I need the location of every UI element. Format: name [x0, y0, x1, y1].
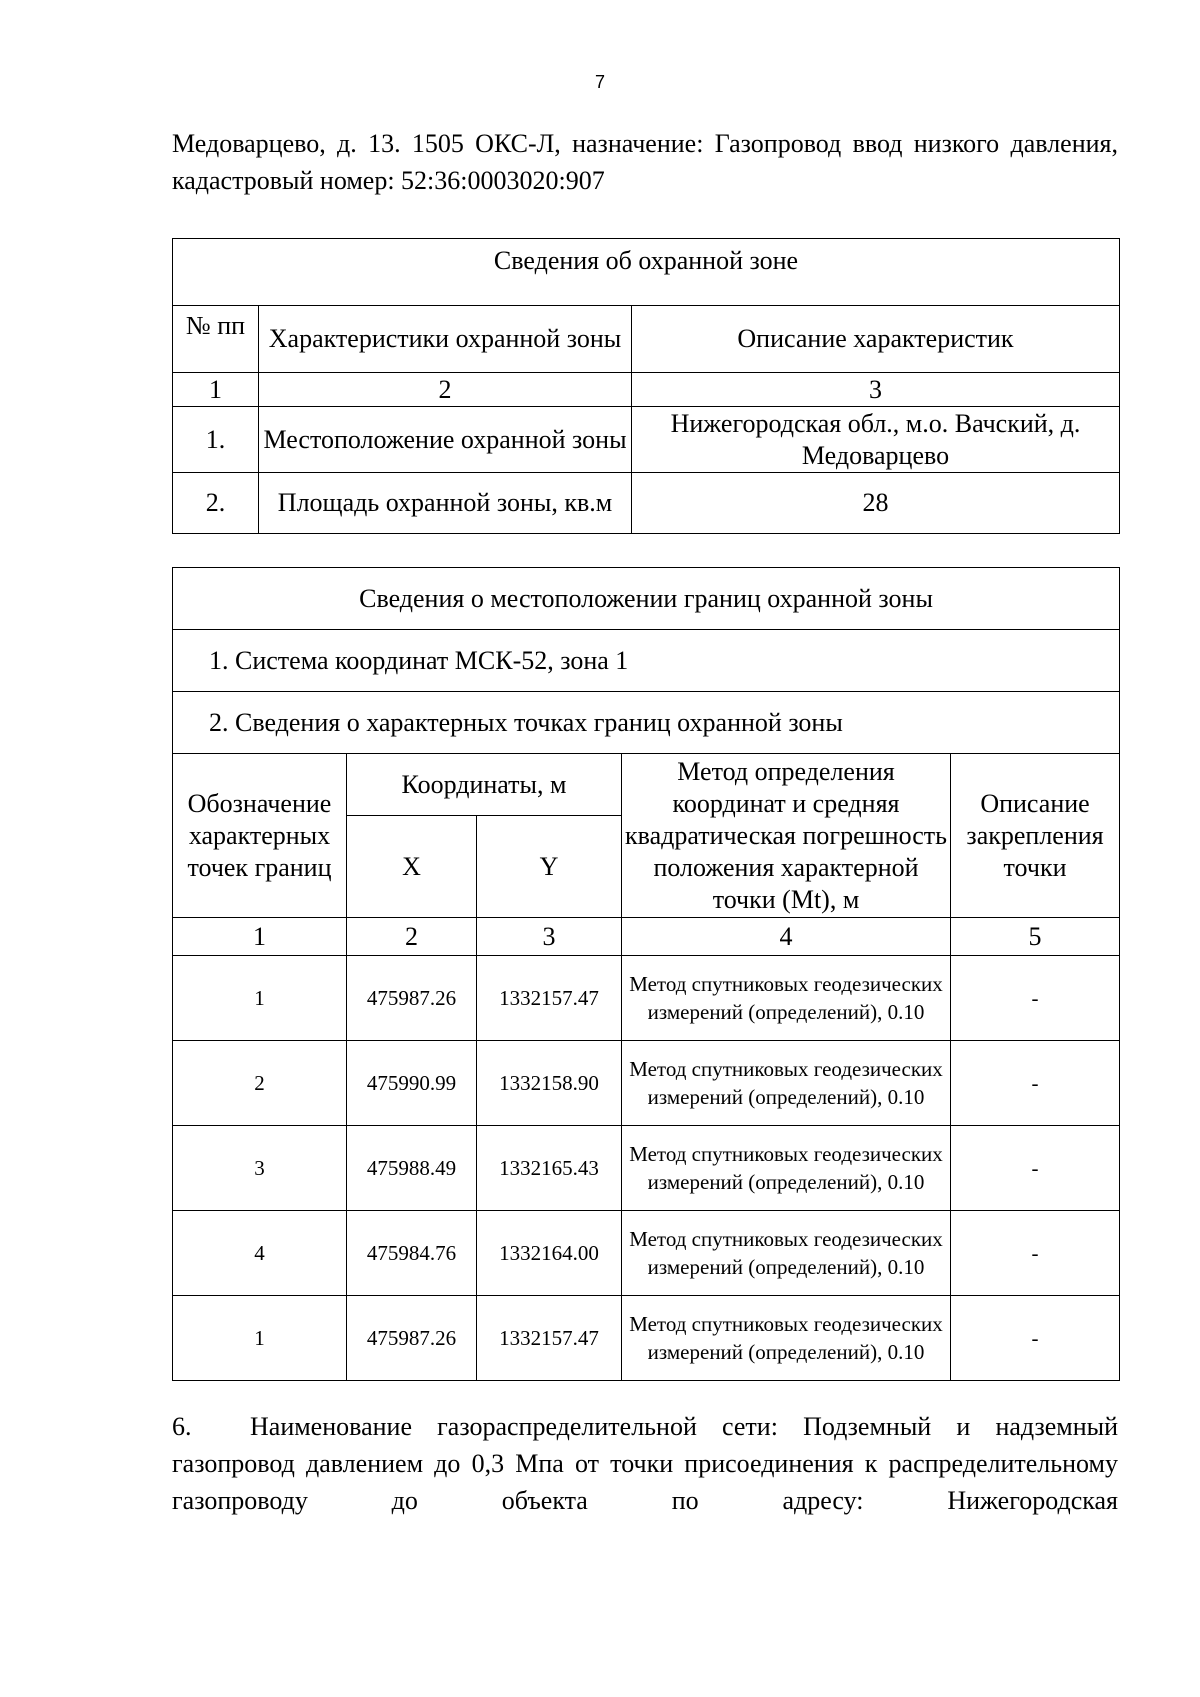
boundary-table-title: Сведения о местоположении границ охранной зоны: [173, 568, 1120, 630]
boundary-col-number: 2: [347, 918, 477, 956]
table-row: [173, 1126, 1120, 1211]
point-x: 475987.26: [347, 956, 477, 1041]
point-method: Метод спутниковых геодезических измерений (определений), 0.10: [622, 1296, 951, 1381]
point-number: 2: [173, 1041, 347, 1126]
point-x: 475987.26: [347, 1296, 477, 1381]
point-y: 1332165.43: [477, 1126, 622, 1211]
section-6-paragraph: [172, 1408, 1118, 1519]
point-number: 4: [173, 1211, 347, 1296]
point-fixing: -: [951, 1211, 1120, 1296]
table-row: [173, 1296, 1120, 1381]
point-x: 475990.99: [347, 1041, 477, 1126]
zone-row-number: 1.: [173, 407, 259, 473]
zone-header-characteristic: Характеристики охранной зоны: [259, 306, 632, 373]
point-fixing: -: [951, 1041, 1120, 1126]
table-row: [173, 1211, 1120, 1296]
boundary-col-number: 3: [477, 918, 622, 956]
zone-col-number: 2: [259, 373, 632, 407]
table-row: [173, 956, 1120, 1041]
zone-col-number: 3: [632, 373, 1120, 407]
boundary-location-table: [172, 567, 1120, 1381]
zone-row-number: 2.: [173, 473, 259, 534]
point-y: 1332157.47: [477, 956, 622, 1041]
point-y: 1332158.90: [477, 1041, 622, 1126]
zone-header-description: Описание характеристик: [632, 306, 1120, 373]
point-method: Метод спутниковых геодезических измерений (определений), 0.10: [622, 956, 951, 1041]
zone-header-number: № пп: [173, 306, 259, 373]
table-row: [173, 1041, 1120, 1126]
section-6-number: 6.: [172, 1412, 192, 1441]
zone-row-value: 28: [632, 473, 1120, 534]
zone-row-name: Площадь охранной зоны, кв.м: [259, 473, 632, 534]
boundary-col-number: 4: [622, 918, 951, 956]
header-y: Y: [477, 816, 622, 918]
protection-zone-table: [172, 238, 1120, 534]
point-number: 3: [173, 1126, 347, 1211]
boundary-col-number: 1: [173, 918, 347, 956]
header-designation: Обозначение характерных точек границ: [173, 754, 347, 918]
header-fixing: Описание закрепления точки: [951, 754, 1120, 918]
point-y: 1332157.47: [477, 1296, 622, 1381]
header-x: X: [347, 816, 477, 918]
point-method: Метод спутниковых геодезических измерений (определений), 0.10: [622, 1041, 951, 1126]
point-fixing: -: [951, 1296, 1120, 1381]
zone-row-value: Нижегородская обл., м.о. Вачский, д. Медоварцево: [632, 407, 1120, 473]
header-coordinates: Координаты, м: [347, 754, 622, 816]
points-title: 2. Сведения о характерных точках границ охранной зоны: [173, 692, 1120, 754]
point-number: 1: [173, 1296, 347, 1381]
zone-col-number: 1: [173, 373, 259, 407]
point-number: 1: [173, 956, 347, 1041]
intro-paragraph: Медоварцево, д. 13. 1505 ОКС-Л, назначение: Газопровод ввод низкого давления, кадастровый номер: 52:36:0003020:907: [172, 129, 1118, 195]
point-fixing: -: [951, 956, 1120, 1041]
point-y: 1332164.00: [477, 1211, 622, 1296]
table-row: [173, 407, 1120, 473]
point-x: 475984.76: [347, 1211, 477, 1296]
coordinate-system: 1. Система координат МСК-52, зона 1: [173, 630, 1120, 692]
point-method: Метод спутниковых геодезических измерений (определений), 0.10: [622, 1126, 951, 1211]
page-number: 7: [594, 72, 605, 92]
point-fixing: -: [951, 1126, 1120, 1211]
section-6-text: Наименование газораспределительной сети: Подземный и надземный газопровод давлением до 0,3 Мпа от точки присоединения к распределительному газопроводу до объекта по адресу: Нижегородская: [172, 1412, 1118, 1515]
boundary-col-number: 5: [951, 918, 1120, 956]
point-method: Метод спутниковых геодезических измерений (определений), 0.10: [622, 1211, 951, 1296]
zone-table-title: Сведения об охранной зоне: [173, 239, 1120, 306]
zone-row-name: Местоположение охранной зоны: [259, 407, 632, 473]
point-x: 475988.49: [347, 1126, 477, 1211]
table-row: [173, 473, 1120, 534]
header-method: Метод определения координат и средняя квадратическая погрешность положения характерной точки (Mt), м: [622, 754, 951, 918]
